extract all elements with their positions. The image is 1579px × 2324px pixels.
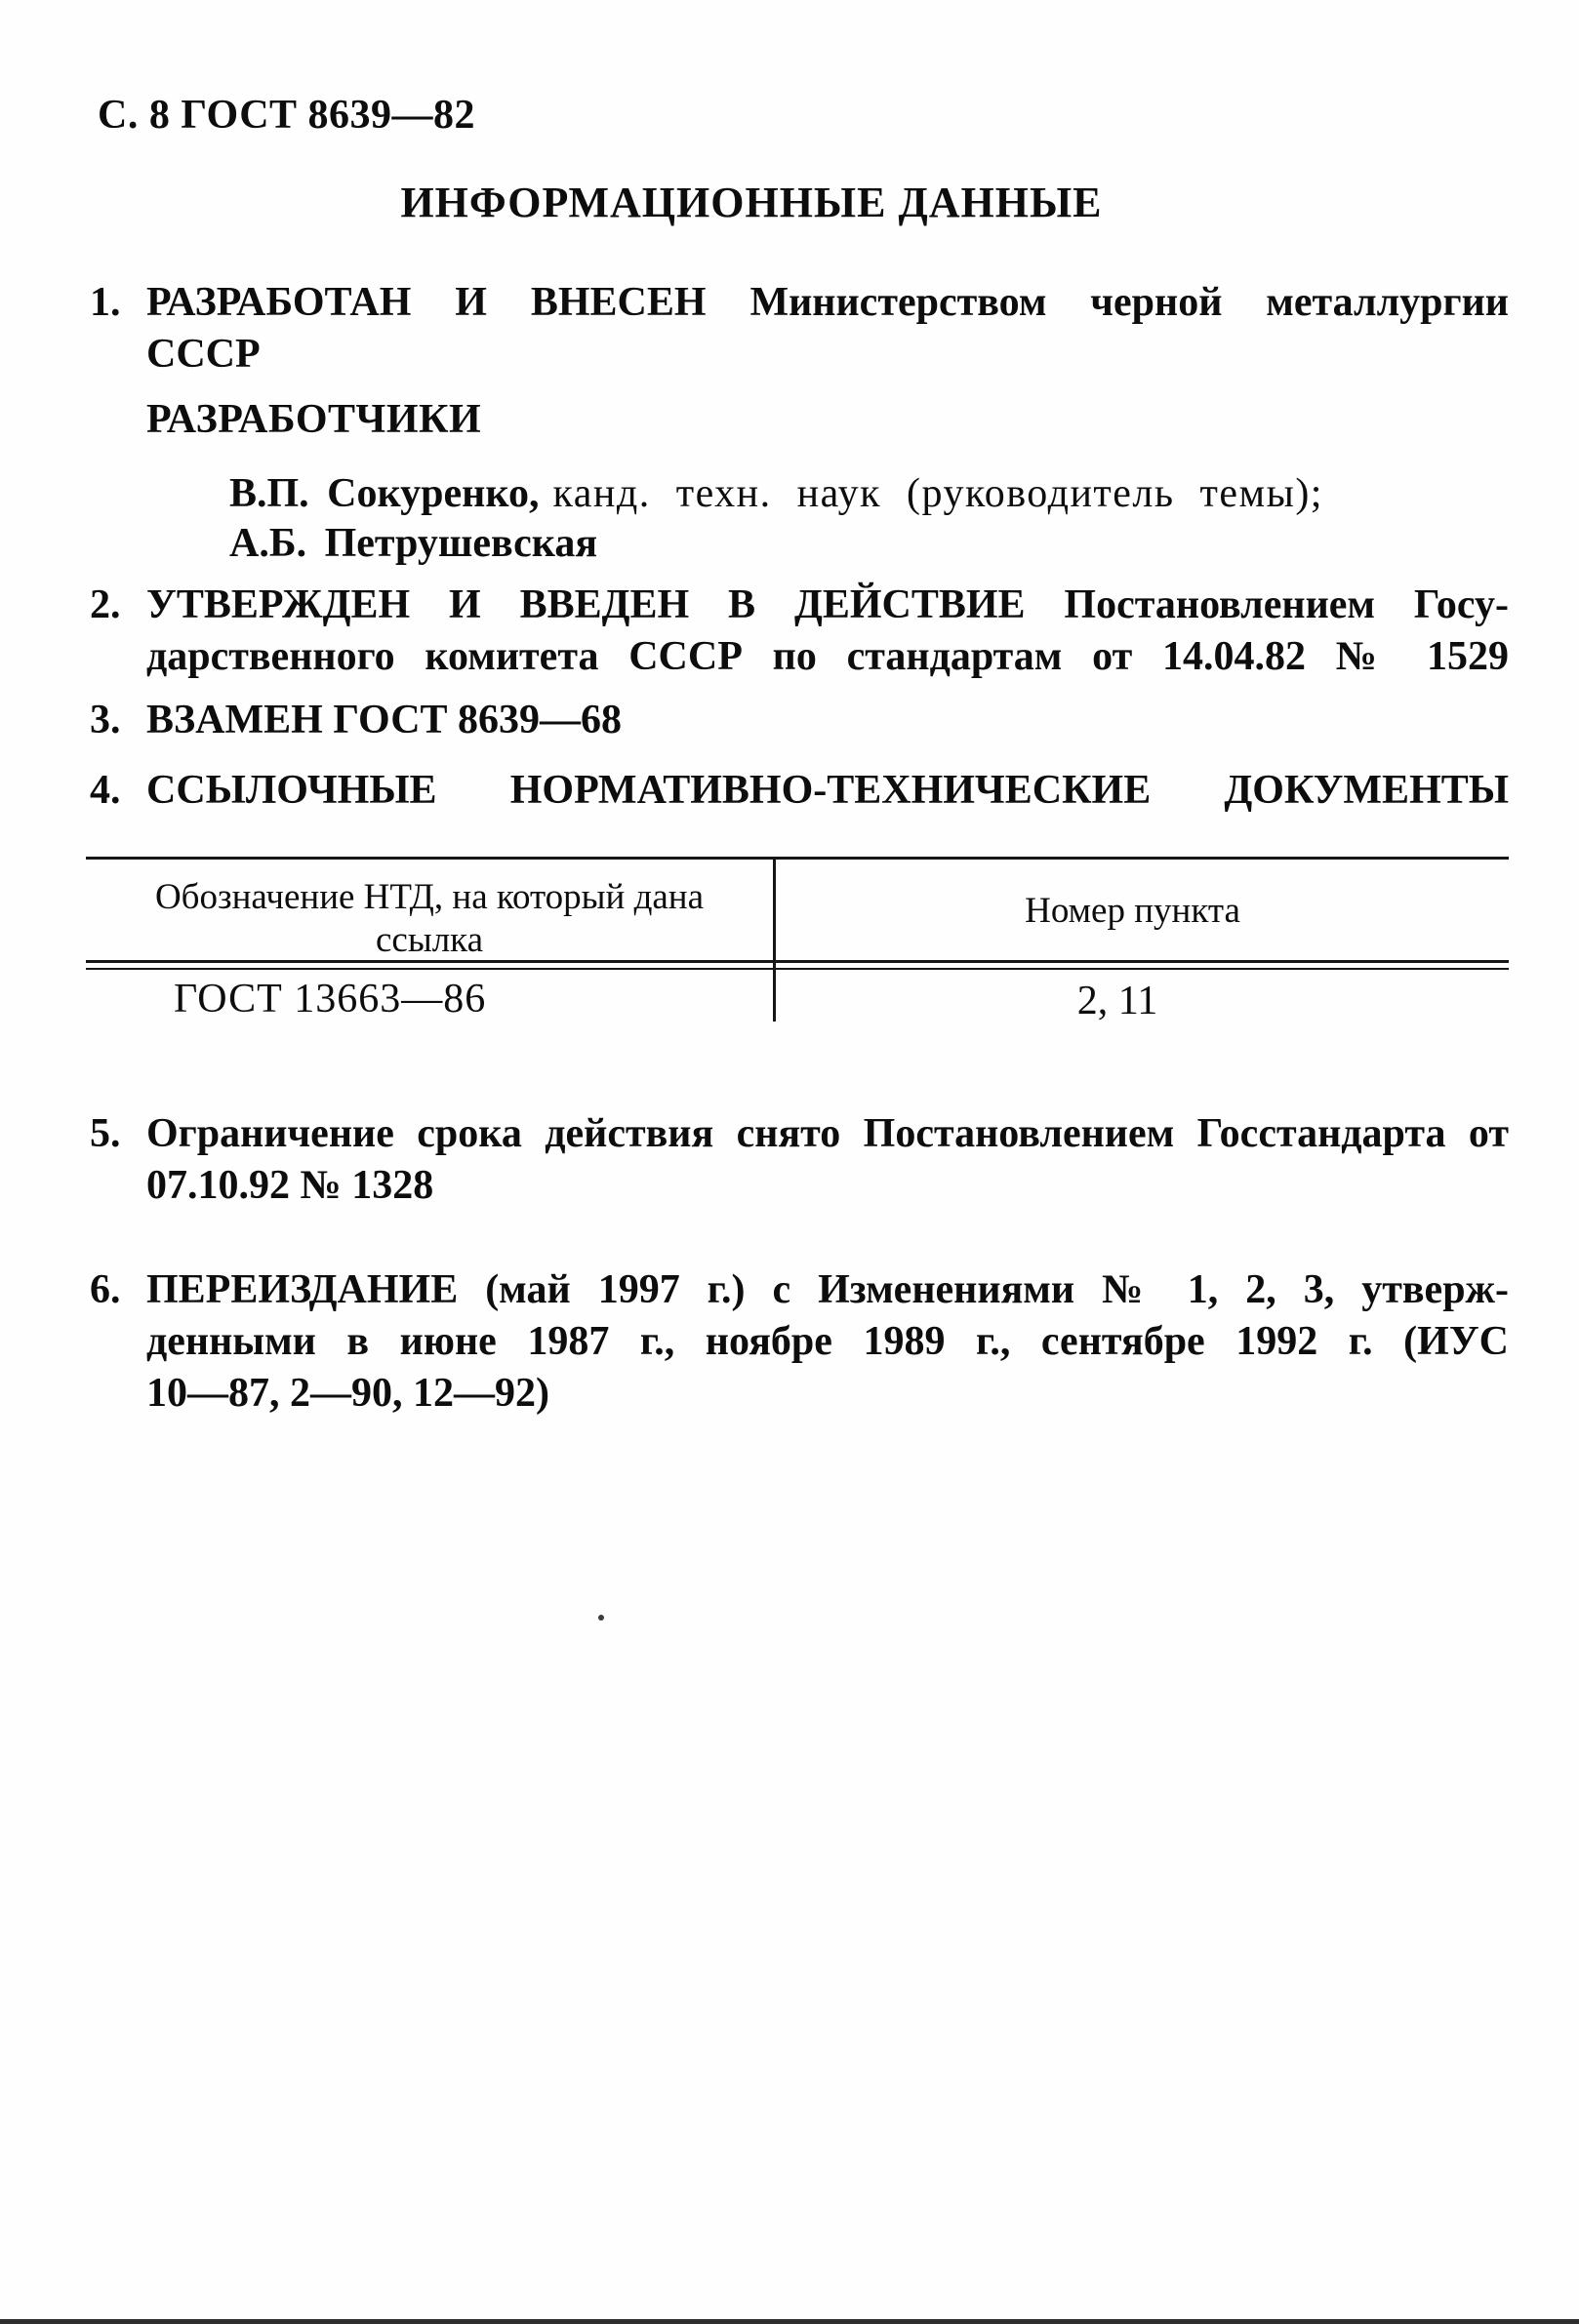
table-header-punkt: Номер пункта <box>1025 891 1240 931</box>
item-3-line-1: ВЗАМЕН ГОСТ 8639—68 <box>146 698 623 742</box>
list-item-5 <box>90 1108 1509 1212</box>
list-item-6 <box>90 1264 1509 1420</box>
item-5-line-1: Ограничение срока действия снято Постановлением Госстандарта от <box>146 1111 1509 1156</box>
item-6-line-2: денными в июне 1987 г., ноябре 1989 г., сентябре 1992 г. (ИУС <box>146 1319 1509 1364</box>
developer-1 <box>229 469 1509 519</box>
developer-2: А.Б. Петрушевская <box>229 521 598 566</box>
item-2-line-2: дарственного комитета СССР по стандартам от 14.04.82 № 1529 <box>146 634 1509 679</box>
item-1-line-2: СССР <box>146 332 261 377</box>
table-top-border <box>86 857 1509 860</box>
table-row-punkt-value: 2, 11 <box>1076 979 1158 1023</box>
item-number: 2. <box>90 582 121 627</box>
page-number-standard-code: С. 8 ГОСТ 8639—82 <box>98 93 476 138</box>
scan-speck <box>598 1615 604 1621</box>
item-2-line-1: УТВЕРЖДЕН И ВВЕДЕН В ДЕЙСТВИЕ Постановлением Госу- <box>146 582 1509 627</box>
item-number: 3. <box>90 698 121 742</box>
list-item-4 <box>90 765 1509 817</box>
scan-bottom-edge <box>0 2319 1579 2324</box>
list-item-2 <box>90 580 1509 683</box>
table-header-ntd <box>86 876 773 962</box>
item-5-line-2: 07.10.92 № 1328 <box>146 1163 434 1208</box>
item-number: 4. <box>90 768 121 813</box>
item-4-line-1: ССЫЛОЧНЫЕ НОРМАТИВНО-ТЕХНИЧЕСКИЕ ДОКУМЕНТЫ <box>146 768 1509 813</box>
developers-list <box>229 469 1509 569</box>
developer-1-name: В.П. Сокуренко, <box>229 471 540 516</box>
item-6-line-1: ПЕРЕИЗДАНИЕ (май 1997 г.) с Изменениями № 1, 2, 3, утверж- <box>146 1267 1509 1312</box>
section-title: ИНФОРМАЦИОННЫЕ ДАННЫЕ <box>400 179 1103 226</box>
table-row-ntd-value: ГОСТ 13663—86 <box>174 977 487 1022</box>
item-number: 5. <box>90 1111 121 1156</box>
item-number: 1. <box>90 280 121 325</box>
item-6-line-3: 10—87, 2—90, 12—92) <box>146 1371 549 1416</box>
item-number: 6. <box>90 1267 121 1312</box>
developer-1-degree: канд. техн. наук (руководитель темы); <box>552 471 1323 516</box>
item-1-line-1: РАЗРАБОТАН И ВНЕСЕН Министерством черной металлургии <box>146 280 1509 325</box>
list-item-1 <box>90 277 1509 381</box>
table-header-ntd-line-1: Обозначение НТД, на который дана <box>154 877 705 917</box>
developers-heading: РАЗРАБОТЧИКИ <box>146 397 482 442</box>
table-header-ntd-line-2: ссылка <box>375 920 483 960</box>
list-item-3 <box>90 695 1509 746</box>
